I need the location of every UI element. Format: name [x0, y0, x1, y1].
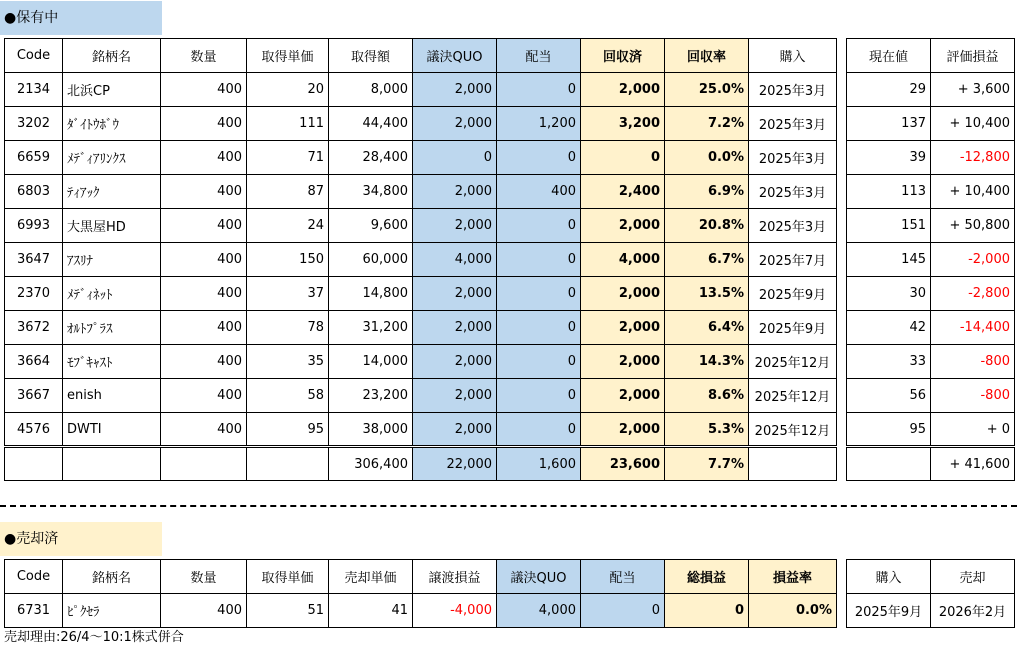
- column-header: 銘柄名: [63, 39, 161, 73]
- quo-value: 4,000: [413, 243, 497, 277]
- column-header: 回収率: [665, 39, 749, 73]
- column-header: 損益率: [749, 560, 837, 594]
- total-dividend: 1,600: [497, 447, 581, 481]
- sell-price: 41: [329, 594, 413, 628]
- current-price: 33: [847, 345, 931, 379]
- quantity: 400: [161, 311, 247, 345]
- dividend: 0: [497, 413, 581, 447]
- column-header: 数量: [161, 39, 247, 73]
- dividend: 0: [497, 311, 581, 345]
- recovered-amount: 2,000: [581, 73, 665, 107]
- table-row: [5, 311, 837, 345]
- recovery-rate: 13.5%: [665, 277, 749, 311]
- table-row: [5, 141, 837, 175]
- column-header: 取得単価: [247, 560, 329, 594]
- table-row: [847, 209, 1015, 243]
- recovered-amount: 2,000: [581, 379, 665, 413]
- dividend: 0: [581, 594, 665, 628]
- quantity: 400: [161, 73, 247, 107]
- stock-name: ﾒﾃﾞｨﾈｯﾄ: [63, 277, 161, 311]
- current-price: 39: [847, 141, 931, 175]
- empty-cell: [847, 447, 931, 481]
- unit-cost: 95: [247, 413, 329, 447]
- quantity: 400: [161, 594, 247, 628]
- unit-cost: 24: [247, 209, 329, 243]
- quo-value: 2,000: [413, 175, 497, 209]
- recovered-amount: 0: [581, 141, 665, 175]
- table-row: [847, 345, 1015, 379]
- sale-reason-note: 売却理由:26/4～10:1株式併合: [4, 630, 184, 645]
- unrealized-pl: -14,400: [931, 311, 1015, 345]
- unrealized-pl: -800: [931, 345, 1015, 379]
- purchase-month: 2025年3月: [749, 141, 837, 175]
- quantity: 400: [161, 209, 247, 243]
- column-header: 取得単価: [247, 39, 329, 73]
- unrealized-pl: -800: [931, 379, 1015, 413]
- quo-value: 0: [413, 141, 497, 175]
- stock-name: 大黒屋HD: [63, 209, 161, 243]
- pl-rate: 0.0%: [749, 594, 837, 628]
- column-header: 購入: [847, 560, 931, 594]
- acquisition-cost: 8,000: [329, 73, 413, 107]
- unrealized-pl: + 50,800: [931, 209, 1015, 243]
- recovered-amount: 2,400: [581, 175, 665, 209]
- stock-code: 6659: [5, 141, 63, 175]
- column-header: 売却: [931, 560, 1015, 594]
- recovered-amount: 2,000: [581, 345, 665, 379]
- column-header: 取得額: [329, 39, 413, 73]
- recovered-amount: 2,000: [581, 311, 665, 345]
- total-cost: 306,400: [329, 447, 413, 481]
- header-row: [847, 39, 1015, 73]
- quo-value: 2,000: [413, 311, 497, 345]
- current-price: 151: [847, 209, 931, 243]
- table-row: [5, 345, 837, 379]
- total-recovery-rate: 7.7%: [665, 447, 749, 481]
- acquisition-cost: 14,000: [329, 345, 413, 379]
- purchase-month: 2025年9月: [847, 594, 931, 628]
- stock-code: 3664: [5, 345, 63, 379]
- stock-name: ﾋﾟｸｾﾗ: [63, 594, 161, 628]
- quo-value: 4,000: [497, 594, 581, 628]
- unit-cost: 111: [247, 107, 329, 141]
- table-row: [5, 73, 837, 107]
- unit-cost: 58: [247, 379, 329, 413]
- column-header: 評価損益: [931, 39, 1015, 73]
- table-row: [847, 73, 1015, 107]
- stock-name: ｱｽﾘﾅ: [63, 243, 161, 277]
- table-row: [847, 311, 1015, 345]
- quo-value: 2,000: [413, 277, 497, 311]
- dividend: 0: [497, 345, 581, 379]
- unrealized-pl: -12,800: [931, 141, 1015, 175]
- holdings-section-title: ●保有中: [0, 1, 162, 35]
- recovered-amount: 2,000: [581, 277, 665, 311]
- acquisition-cost: 14,800: [329, 277, 413, 311]
- header-row: [5, 39, 837, 73]
- table-row: [5, 243, 837, 277]
- column-header: 数量: [161, 560, 247, 594]
- recovery-rate: 5.3%: [665, 413, 749, 447]
- column-header: 購入: [749, 39, 837, 73]
- table-row: [5, 594, 837, 628]
- recovered-amount: 4,000: [581, 243, 665, 277]
- column-header: 売却単価: [329, 560, 413, 594]
- column-header: 議決QUO: [413, 39, 497, 73]
- total-unrealized-pl: + 41,600: [931, 447, 1015, 481]
- total-recovered: 23,600: [581, 447, 665, 481]
- empty-cell: [247, 447, 329, 481]
- recovered-amount: 3,200: [581, 107, 665, 141]
- column-header: 総損益: [665, 560, 749, 594]
- unit-cost: 71: [247, 141, 329, 175]
- recovery-rate: 25.0%: [665, 73, 749, 107]
- table-row: [847, 277, 1015, 311]
- purchase-month: 2025年3月: [749, 175, 837, 209]
- stock-code: 3202: [5, 107, 63, 141]
- recovery-rate: 20.8%: [665, 209, 749, 243]
- sold-section-title: ●売却済: [0, 522, 162, 556]
- acquisition-cost: 31,200: [329, 311, 413, 345]
- stock-code: 2134: [5, 73, 63, 107]
- section-divider: [0, 505, 1017, 507]
- recovery-rate: 7.2%: [665, 107, 749, 141]
- dividend: 0: [497, 379, 581, 413]
- acquisition-cost: 38,000: [329, 413, 413, 447]
- quantity: 400: [161, 277, 247, 311]
- acquisition-cost: 34,800: [329, 175, 413, 209]
- sold-table: [4, 559, 837, 628]
- sold-dates-table: [846, 559, 1015, 628]
- current-price: 137: [847, 107, 931, 141]
- dividend: 0: [497, 277, 581, 311]
- unrealized-pl: -2,000: [931, 243, 1015, 277]
- unrealized-pl: + 3,600: [931, 73, 1015, 107]
- stock-name: ﾃｨｱｯｸ: [63, 175, 161, 209]
- unit-cost: 87: [247, 175, 329, 209]
- quantity: 400: [161, 345, 247, 379]
- stock-name: enish: [63, 379, 161, 413]
- recovery-rate: 6.7%: [665, 243, 749, 277]
- recovery-rate: 6.4%: [665, 311, 749, 345]
- table-row: [5, 107, 837, 141]
- unrealized-pl: -2,800: [931, 277, 1015, 311]
- table-row: [5, 413, 837, 447]
- recovery-rate: 14.3%: [665, 345, 749, 379]
- stock-code: 3667: [5, 379, 63, 413]
- empty-cell: [5, 447, 63, 481]
- unit-cost: 51: [247, 594, 329, 628]
- purchase-month: 2025年9月: [749, 277, 837, 311]
- transfer-pl: -4,000: [413, 594, 497, 628]
- column-header: Code: [5, 39, 63, 73]
- header-row: [847, 560, 1015, 594]
- stock-code: 6803: [5, 175, 63, 209]
- dividend: 0: [497, 141, 581, 175]
- empty-cell: [749, 447, 837, 481]
- column-header: 銘柄名: [63, 560, 161, 594]
- total-row: [5, 447, 837, 481]
- quantity: 400: [161, 413, 247, 447]
- current-price: 95: [847, 413, 931, 447]
- stock-code: 4576: [5, 413, 63, 447]
- table-row: [847, 243, 1015, 277]
- table-row: [5, 209, 837, 243]
- recovered-amount: 2,000: [581, 413, 665, 447]
- holdings-table: [4, 38, 837, 481]
- dividend: 0: [497, 243, 581, 277]
- table-row: [5, 379, 837, 413]
- current-price: 113: [847, 175, 931, 209]
- stock-code: 6731: [5, 594, 63, 628]
- unrealized-pl: + 10,400: [931, 107, 1015, 141]
- quo-value: 2,000: [413, 73, 497, 107]
- table-row: [847, 107, 1015, 141]
- stock-name: ｵﾙﾄﾌﾟﾗｽ: [63, 311, 161, 345]
- total-row: [847, 447, 1015, 481]
- recovery-rate: 0.0%: [665, 141, 749, 175]
- unit-cost: 35: [247, 345, 329, 379]
- purchase-month: 2025年3月: [749, 73, 837, 107]
- acquisition-cost: 44,400: [329, 107, 413, 141]
- stock-code: 2370: [5, 277, 63, 311]
- quo-value: 2,000: [413, 107, 497, 141]
- total-quo: 22,000: [413, 447, 497, 481]
- quantity: 400: [161, 141, 247, 175]
- unrealized-pl: + 10,400: [931, 175, 1015, 209]
- table-row: [847, 175, 1015, 209]
- unit-cost: 20: [247, 73, 329, 107]
- stock-code: 3672: [5, 311, 63, 345]
- column-header: 配当: [581, 560, 665, 594]
- recovery-rate: 6.9%: [665, 175, 749, 209]
- dividend: 1,200: [497, 107, 581, 141]
- table-row: [847, 141, 1015, 175]
- column-header: Code: [5, 560, 63, 594]
- recovered-amount: 2,000: [581, 209, 665, 243]
- header-row: [5, 560, 837, 594]
- table-row: [847, 379, 1015, 413]
- total-pl: 0: [665, 594, 749, 628]
- column-header: 配当: [497, 39, 581, 73]
- purchase-month: 2025年12月: [749, 413, 837, 447]
- sale-month: 2026年2月: [931, 594, 1015, 628]
- recovery-rate: 8.6%: [665, 379, 749, 413]
- empty-cell: [63, 447, 161, 481]
- stock-code: 3647: [5, 243, 63, 277]
- purchase-month: 2025年12月: [749, 379, 837, 413]
- empty-cell: [161, 447, 247, 481]
- acquisition-cost: 23,200: [329, 379, 413, 413]
- stock-name: ﾓﾌﾞｷｬｽﾄ: [63, 345, 161, 379]
- quo-value: 2,000: [413, 379, 497, 413]
- stock-name: ﾒﾃﾞｨｱﾘﾝｸｽ: [63, 141, 161, 175]
- quantity: 400: [161, 379, 247, 413]
- quo-value: 2,000: [413, 345, 497, 379]
- stock-name: ﾀﾞｲﾄｳﾎﾞｳ: [63, 107, 161, 141]
- column-header: 譲渡損益: [413, 560, 497, 594]
- column-header: 現在値: [847, 39, 931, 73]
- current-price: 56: [847, 379, 931, 413]
- stock-name: 北浜CP: [63, 73, 161, 107]
- unit-cost: 150: [247, 243, 329, 277]
- quantity: 400: [161, 175, 247, 209]
- purchase-month: 2025年9月: [749, 311, 837, 345]
- quo-value: 2,000: [413, 209, 497, 243]
- dividend: 0: [497, 73, 581, 107]
- purchase-month: 2025年12月: [749, 345, 837, 379]
- table-row: [5, 277, 837, 311]
- quantity: 400: [161, 243, 247, 277]
- stock-name: DWTI: [63, 413, 161, 447]
- holdings-valuation-table: [846, 38, 1015, 481]
- table-row: [847, 413, 1015, 447]
- quantity: 400: [161, 107, 247, 141]
- purchase-month: 2025年3月: [749, 209, 837, 243]
- acquisition-cost: 9,600: [329, 209, 413, 243]
- current-price: 30: [847, 277, 931, 311]
- dividend: 0: [497, 209, 581, 243]
- current-price: 42: [847, 311, 931, 345]
- quo-value: 2,000: [413, 413, 497, 447]
- stock-code: 6993: [5, 209, 63, 243]
- current-price: 29: [847, 73, 931, 107]
- column-header: 議決QUO: [497, 560, 581, 594]
- acquisition-cost: 60,000: [329, 243, 413, 277]
- acquisition-cost: 28,400: [329, 141, 413, 175]
- column-header: 回収済: [581, 39, 665, 73]
- purchase-month: 2025年7月: [749, 243, 837, 277]
- dividend: 400: [497, 175, 581, 209]
- table-row: [847, 594, 1015, 628]
- unit-cost: 37: [247, 277, 329, 311]
- purchase-month: 2025年3月: [749, 107, 837, 141]
- table-row: [5, 175, 837, 209]
- current-price: 145: [847, 243, 931, 277]
- unit-cost: 78: [247, 311, 329, 345]
- unrealized-pl: + 0: [931, 413, 1015, 447]
